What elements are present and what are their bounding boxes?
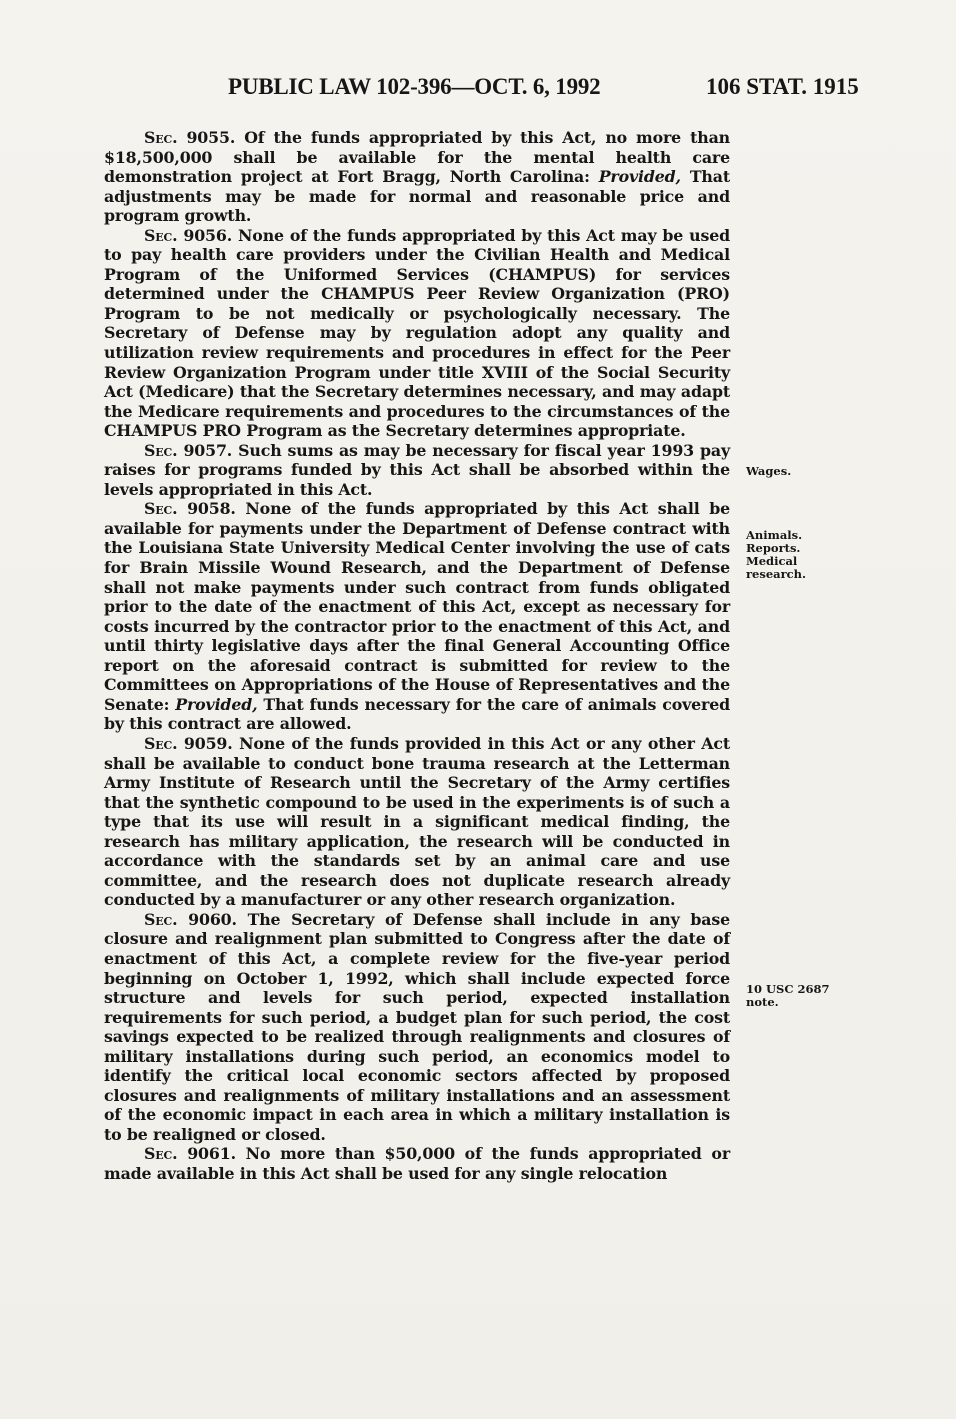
section-text: Such sums as may be necessary for fiscal year 1993 pay raises for programs funded by this Act shall be absorbed within the levels appropriated in this Act. bbox=[104, 440, 731, 499]
proviso-text: Provided, bbox=[598, 167, 681, 187]
section-9060 bbox=[104, 910, 730, 1145]
margin-note-animals bbox=[746, 529, 846, 581]
section-text: None of the funds provided in this Act or any other Act shall be available to conduct bone trauma research at the Letterman Army Institute of Research until the Secretary of the Army certifies that the synthetic compound to be used in the experiments is of such a type that its use will result in a significant medical finding, the research has military application, the research will be conducted in accordance with the standards set by an animal care and use committee, and the research does not duplicate research already conducted by a manufacturer or any other research organization. bbox=[104, 733, 730, 910]
section-text: No more than $50,000 of the funds appropriated or made available in this Act shall be used for any single relocation bbox=[104, 1144, 730, 1183]
proviso-text: Provided, bbox=[175, 694, 258, 714]
section-label: Sec. 9055. bbox=[144, 128, 236, 147]
margin-note-line: Animals. bbox=[746, 528, 803, 542]
body-text bbox=[104, 128, 730, 1184]
section-label: Sec. 9059. bbox=[144, 733, 233, 753]
section-label: Sec. 9058. bbox=[144, 499, 236, 519]
margin-note-line: Reports. bbox=[746, 541, 801, 555]
section-text: Of the funds appropriated by this Act, no more than $18,500,000 shall be available for the mental health care demonstration project at Fort Bragg, North Carolina: bbox=[104, 128, 730, 187]
section-9061 bbox=[104, 1144, 730, 1183]
section-label: Sec. 9061. bbox=[144, 1144, 236, 1164]
statute-page-reference: 106 STAT. 1915 bbox=[706, 74, 859, 99]
section-9056 bbox=[104, 226, 730, 441]
section-label: Sec. 9060. bbox=[144, 909, 237, 929]
section-9057 bbox=[104, 441, 730, 500]
section-text: The Secretary of Defense shall include in any base closure and realignment plan submitted to Congress after the date of enactment of this Act, a complete review for the five-year period beginning on October 1, 1992, which shall include expected force structure and levels for such period, expected installation requirements for such period, a budget plan for such period, the cost savings expected to be realized through realignments and closures of military installations during such period, an economics model to identify the critical local economic sectors affected by proposed closures and realignments of military installations and an assessment of the economic impact in each area in which a military installation is to be realigned or closed. bbox=[104, 909, 730, 1144]
section-9058 bbox=[104, 499, 730, 734]
section-label: Sec. 9057. bbox=[144, 440, 233, 460]
running-title: PUBLIC LAW 102-396—OCT. 6, 1992 bbox=[228, 74, 601, 99]
margin-note-line: note. bbox=[746, 995, 779, 1009]
margin-note-usc-citation bbox=[746, 983, 846, 1009]
margin-note-line: Wages. bbox=[746, 464, 792, 478]
section-9055 bbox=[104, 128, 730, 226]
section-9059 bbox=[104, 734, 730, 910]
margin-note-wages bbox=[746, 465, 846, 478]
section-text-continued: That funds necessary for the care of animals covered by this contract are allowed. bbox=[104, 694, 730, 734]
section-label: Sec. 9056. bbox=[144, 225, 233, 245]
margin-note-line: 10 USC 2687 bbox=[746, 982, 830, 996]
section-text: None of the funds appropriated by this Act may be used to pay health care providers under the Civilian Health and Medical Program of the Uniformed Services (CHAMPUS) for services determined under the CHAMPUS Peer Review Organization (PRO) Program to be not medically or psychologically necessary. The Secretary of Defense may by regulation adopt any quality and utilization review requirements and procedures in effect for the Peer Review Organization Program under title XVIII of the Social Security Act (Medicare) that the Secretary determines necessary, and may adapt the Medicare requirements and procedures to the circumstances of the CHAMPUS PRO Program as the Secretary determines appropriate. bbox=[104, 225, 730, 441]
margin-note-line: Medical bbox=[746, 554, 798, 568]
section-text-continued: That adjustments may be made for normal and reasonable price and program growth. bbox=[104, 167, 730, 226]
margin-note-line: research. bbox=[746, 567, 807, 581]
page-header bbox=[0, 74, 956, 110]
section-text: None of the funds appropriated by this Act shall be available for payments under the Department of Defense contract with the Louisiana State University Medical Center involving the use of cats for Brain Missile Wound Research, and the Department of Defense shall not make payments under such contract from funds obligated prior to the date of the enactment of this Act, except as necessary for costs incurred by the contractor prior to the enactment of this Act, and until thirty legislative days after the final General Accounting Office report on the aforesaid contract is submitted for review to the Committees on Appropriations of the House of Representatives and the Senate: bbox=[104, 499, 730, 714]
